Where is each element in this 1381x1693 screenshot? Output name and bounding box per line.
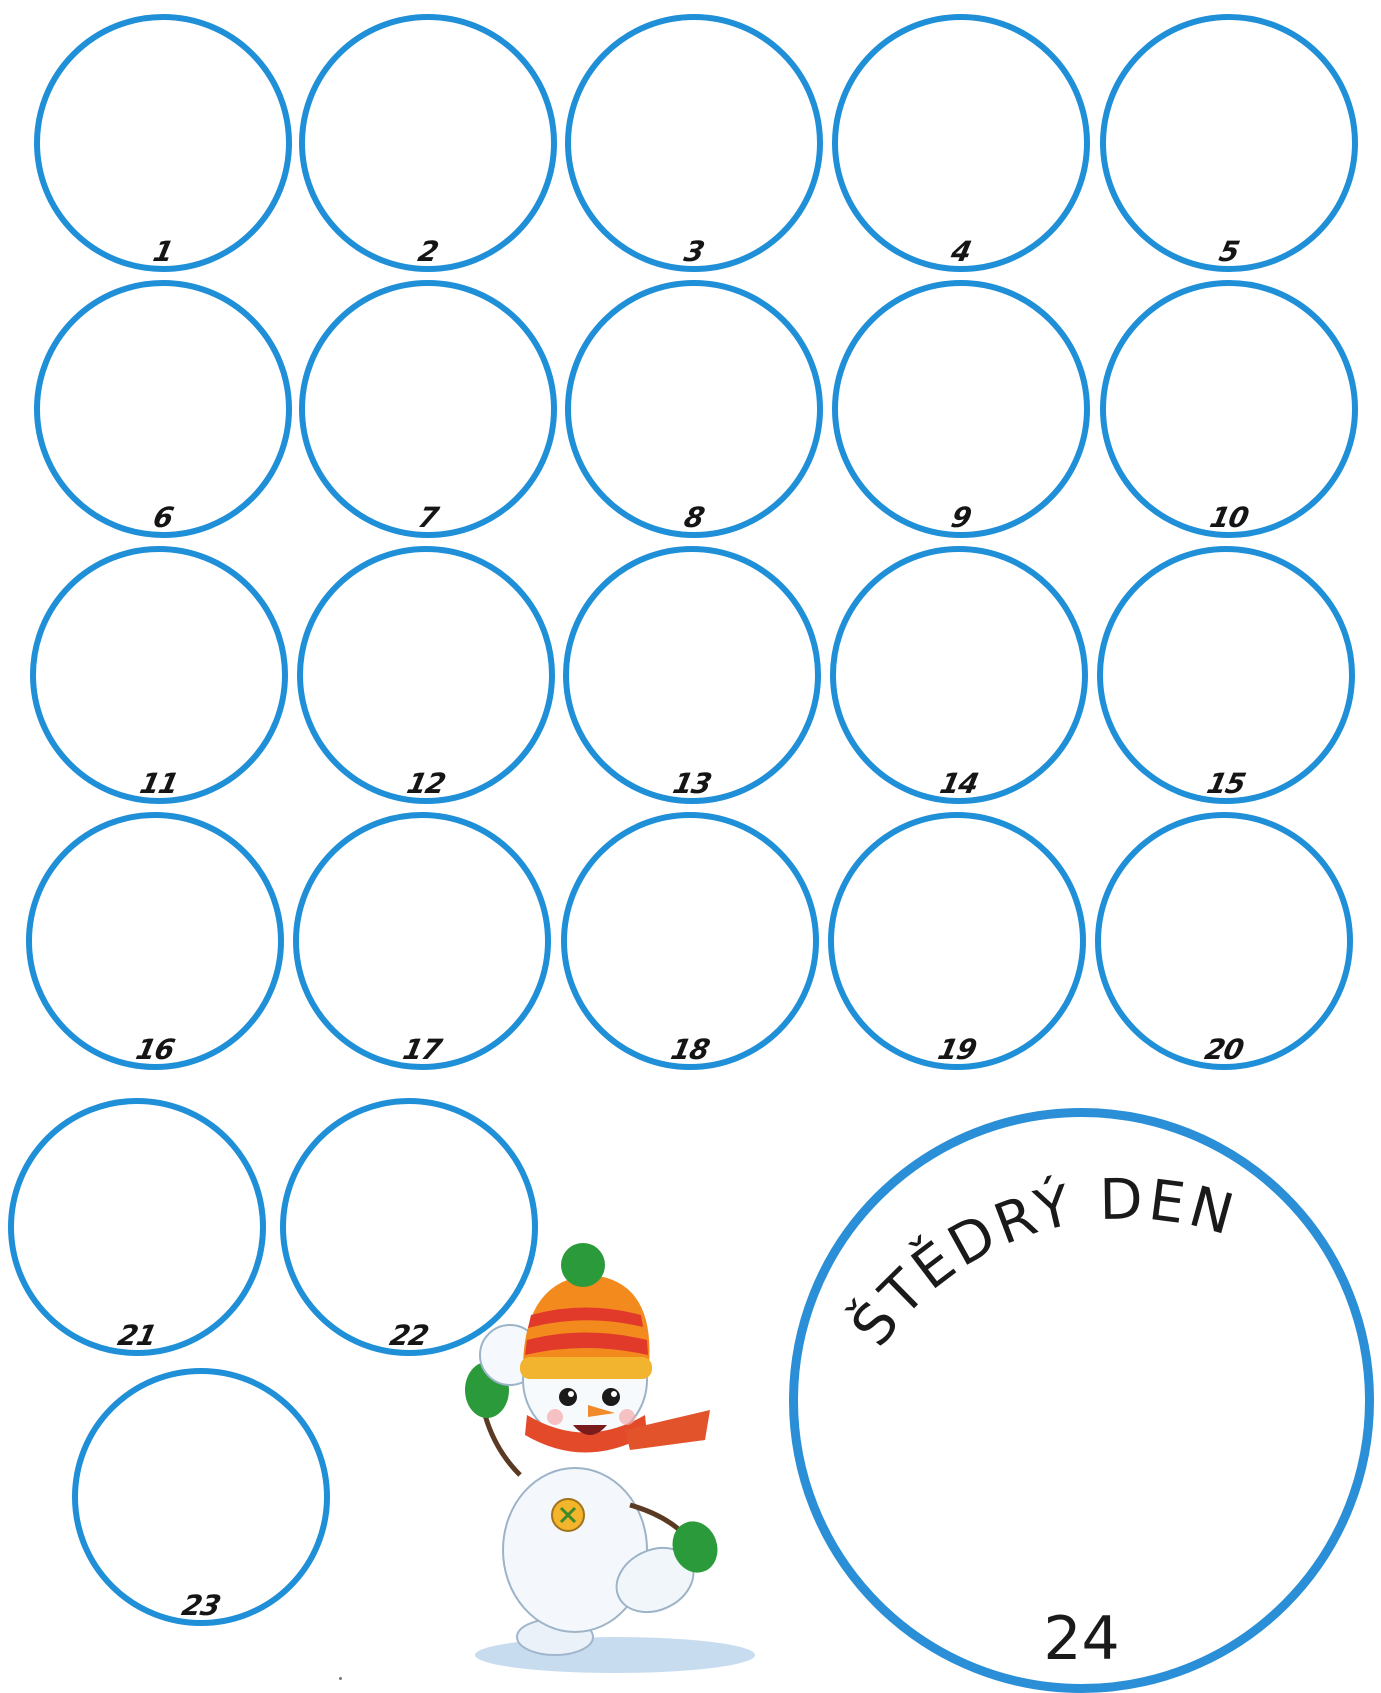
scan-dot (339, 1677, 342, 1680)
day-number-19: 19 (935, 1033, 979, 1066)
day-circle-5[interactable] (1100, 14, 1358, 272)
svg-text:ŠTĚDRÝ DEN (839, 1167, 1244, 1358)
day-circle-14[interactable] (830, 546, 1088, 804)
snowman-icon (465, 1235, 795, 1675)
day-number-20: 20 (1202, 1033, 1246, 1066)
day-number-13: 13 (670, 767, 714, 800)
stedry-den-text: ŠTĚDRÝ DEN (839, 1167, 1244, 1359)
day-circle-3[interactable] (565, 14, 823, 272)
day-number-11: 11 (137, 767, 181, 800)
day-circle-6[interactable] (34, 280, 292, 538)
day-circle-1[interactable] (34, 14, 292, 272)
day-circle-16[interactable] (26, 812, 284, 1070)
day-number-16: 16 (133, 1033, 177, 1066)
day-circle-23[interactable] (72, 1368, 330, 1626)
day-number-22: 22 (387, 1319, 431, 1352)
day-circle-13[interactable] (563, 546, 821, 804)
day-circle-15[interactable] (1097, 546, 1355, 804)
day-number-5: 5 (1216, 235, 1242, 268)
day-circle-7[interactable] (299, 280, 557, 538)
day-number-2: 2 (415, 235, 441, 268)
day-number-21: 21 (115, 1319, 159, 1352)
day-number-14: 14 (937, 767, 981, 800)
day-number-17: 17 (400, 1033, 444, 1066)
day-number-6: 6 (150, 501, 176, 534)
day-circle-2[interactable] (299, 14, 557, 272)
day-circle-20[interactable] (1095, 812, 1353, 1070)
day-number-12: 12 (404, 767, 448, 800)
day-number-15: 15 (1204, 767, 1248, 800)
day-number-9: 9 (948, 501, 974, 534)
day-number-24: 24 (1043, 1604, 1120, 1674)
day-circle-9[interactable] (832, 280, 1090, 538)
day-circle-18[interactable] (561, 812, 819, 1070)
day-number-1: 1 (150, 235, 176, 268)
day-circle-11[interactable] (30, 546, 288, 804)
day-circle-4[interactable] (832, 14, 1090, 272)
day-circle-21[interactable] (8, 1098, 266, 1356)
day-number-4: 4 (948, 235, 974, 268)
day-number-8: 8 (681, 501, 707, 534)
stedry-den-title (820, 1120, 1340, 1359)
day-circle-19[interactable] (828, 812, 1086, 1070)
day-number-10: 10 (1207, 501, 1251, 534)
day-circle-12[interactable] (297, 546, 555, 804)
day-number-7: 7 (415, 501, 441, 534)
day-circle-8[interactable] (565, 280, 823, 538)
day-number-3: 3 (681, 235, 707, 268)
day-number-23: 23 (179, 1589, 223, 1622)
day-circle-17[interactable] (293, 812, 551, 1070)
day-circle-10[interactable] (1100, 280, 1358, 538)
day-number-18: 18 (668, 1033, 712, 1066)
